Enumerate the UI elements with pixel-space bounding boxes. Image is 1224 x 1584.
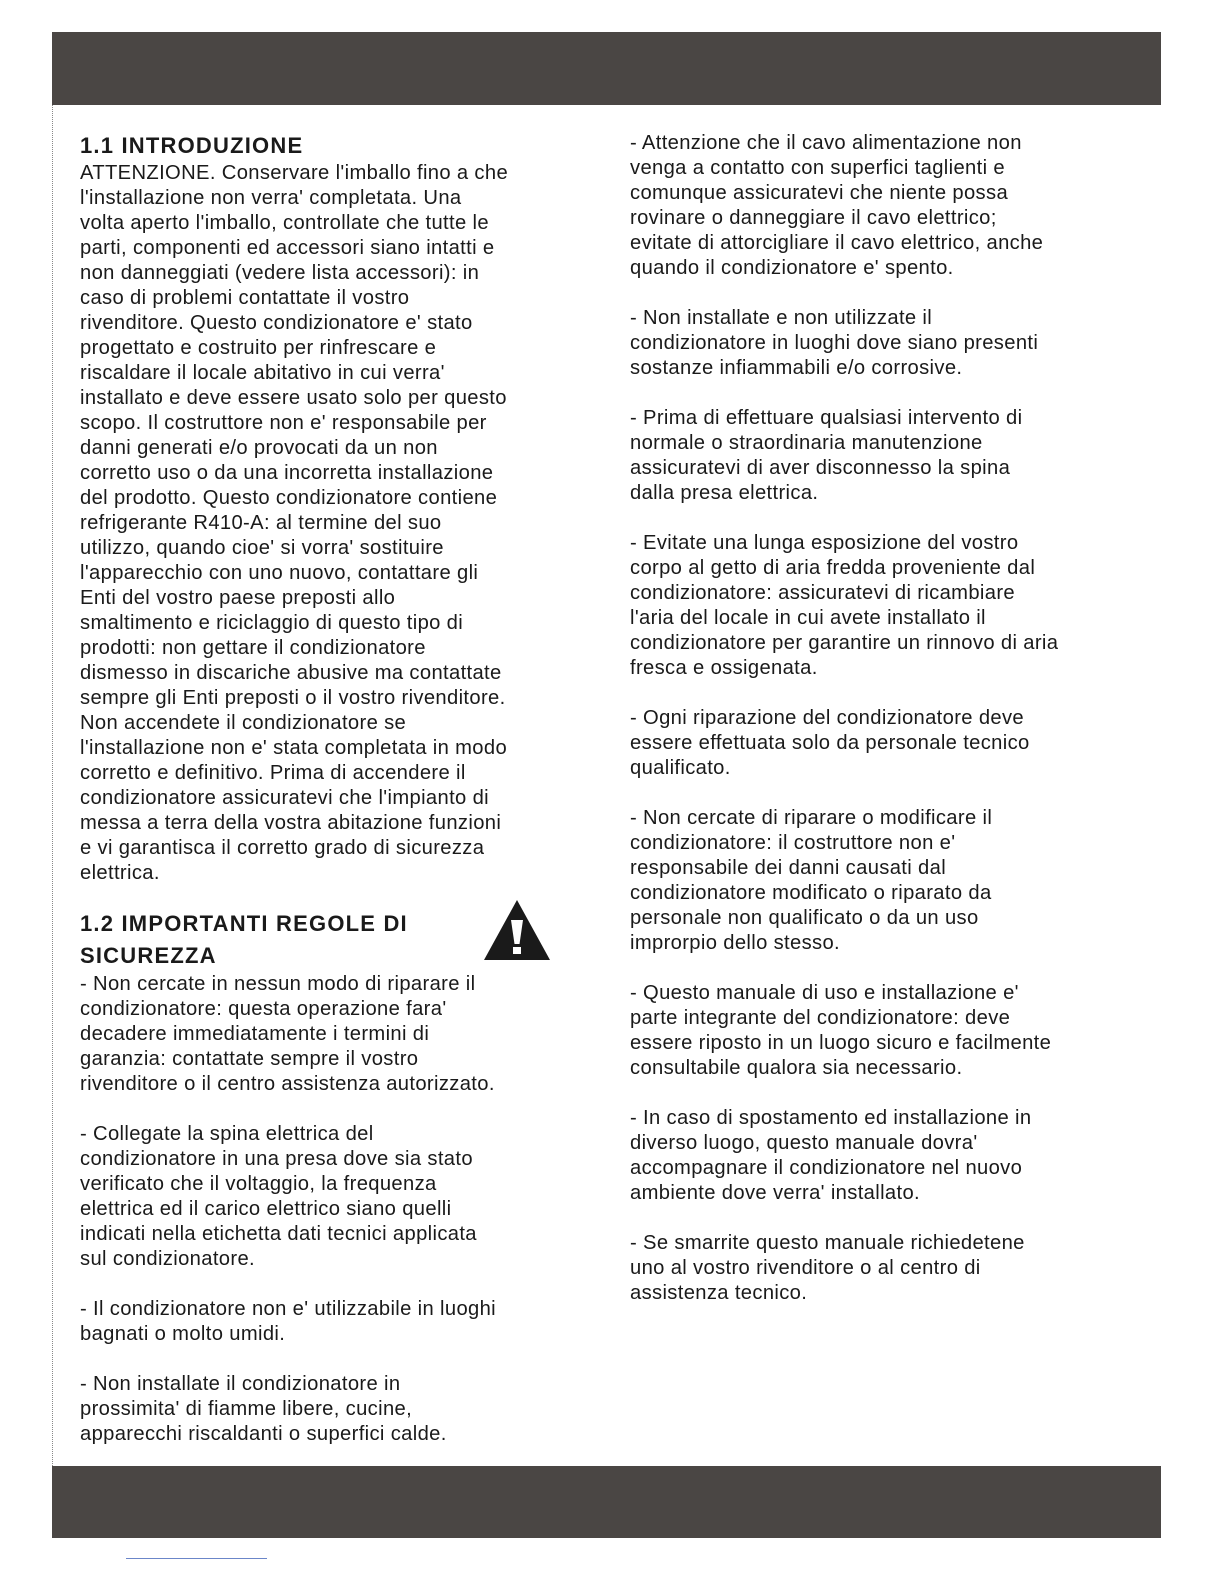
warning-triangle-icon [482,898,552,962]
bottom-line-mark [126,1558,267,1559]
safety-item-cable: - Attenzione che il cavo alimentazione non venga a contatto con superfici taglienti e comunque assicuratevi che niente possa rovinare o danneggiare il cavo elettrico; evitate di attorcigliare il cavo elettrico, anche quando il condizionatore e' spento. [630,132,1044,279]
safety-item-manual-lost: - Se smarrite questo manuale richiedetene uno al vostro rivenditore o al centro di assistenza tecnico. [630,1232,1025,1304]
safety-heading: 1.2 IMPORTANTI REGOLE DI SICUREZZA [80,911,408,968]
safety-item-manual-move: - In caso di spostamento ed installazione in diverso luogo, questo manuale dovra' accompagnare il condizionatore nel nuovo ambiente dove verra' installato. [630,1107,1032,1204]
safety-item-repair: - Non cercate in nessun modo di riparare il condizionatore: questa operazione fara' decadere immediatamente i termini di garanzia: contattate sempre il vostro rivenditore o il centro assistenza autorizzato. [80,973,495,1095]
right-column [630,131,1155,1306]
intro-heading: 1.1 INTRODUZIONE [80,133,304,158]
safety-item-manual-keep: - Questo manuale di uso e installazione e' parte integrante del condizionatore: deve essere riposto in un luogo sicuro e facilmente consultabile qualora sia necessario. [630,982,1052,1079]
safety-item-no-modify: - Non cercate di riparare o modificare il condizionatore: il costruttore non e' responsabile dei danni causati dal condizionatore modificato o riparato da personale non qualificato o da un uso improrpio dello stesso. [630,807,993,954]
safety-item-flammable: - Non installate e non utilizzate il condizionatore in luoghi dove siano presenti sostanze infiammabili e/o corrosive. [630,307,1039,379]
safety-item-heat: - Non installate il condizionatore in prossimita' di fiamme libere, cucine, apparecchi riscaldanti o superfici calde. [80,1373,447,1445]
safety-item-humidity: - Il condizionatore non e' utilizzabile in luoghi bagnati o molto umidi. [80,1298,497,1345]
footer-bar [52,1466,1161,1538]
safety-item-cold-air: - Evitate una lunga esposizione del vostro corpo al getto di aria fredda proveniente dal condizionatore: assicuratevi di ricambiare l'aria del locale in cui avete installato il condizionatore per garantire un rinnovo di aria fresca e ossigenata. [630,532,1059,679]
safety-item-maintenance: - Prima di effettuare qualsiasi intervento di normale o straordinaria manutenzione assicuratevi di aver disconnesso la spina dalla presa elettrica. [630,407,1023,504]
intro-paragraph: ATTENZIONE. Conservare l'imballo fino a che l'installazione non verra' completata. Una volta aperto l'imballo, controllate che tutte le parti, componenti ed accessori siano intatti e non danneggiati (vedere lista accessori): in caso di problemi contattate il vostro rivenditore. Questo condizionatore e' stato progettato e costruito per rinfrescare e riscaldare il locale abitativo in cui verra' installato e deve essere usato solo per questo scopo. Il costruttore non e' responsabile per danni generati e/o provocati da un non corretto uso o da una incorretta installazione del prodotto. Questo condizionatore contiene refrigerante R410-A: al termine del suo utilizzo, quando cioe' si vorra' sostituire l'apparecchio con uno nuovo, contattare gli Enti del vostro paese preposti allo smaltimento e riciclaggio di questo tipo di prodotti: non gettare il condizionatore dismesso in discariche abusive ma contattate sempre gli Enti preposti o il vostro rivenditore. Non accendete il condizionatore se l'installazione non e' stata completata in modo corretto e definitivo. Prima di accendere il condizionatore assicuratevi che l'impianto di messa a terra della vostra abitazione funzioni e vi garantisca il corretto grado di sicurezza elettrica. [80,162,509,884]
safety-item-qualified-repair: - Ogni riparazione del condizionatore deve essere effettuata solo da personale tecnico qualificato. [630,707,1030,779]
safety-item-plug: - Collegate la spina elettrica del condizionatore in una presa dove sia stato verificato che il voltaggio, la frequenza elettrica ed il carico elettrico siano quelli indicati nella etichetta dati tecnici applicata sul condizionatore. [80,1123,477,1270]
left-column [80,131,592,1447]
safety-heading-block [80,908,592,972]
left-margin-rule [52,105,53,1466]
header-bar [52,32,1161,105]
